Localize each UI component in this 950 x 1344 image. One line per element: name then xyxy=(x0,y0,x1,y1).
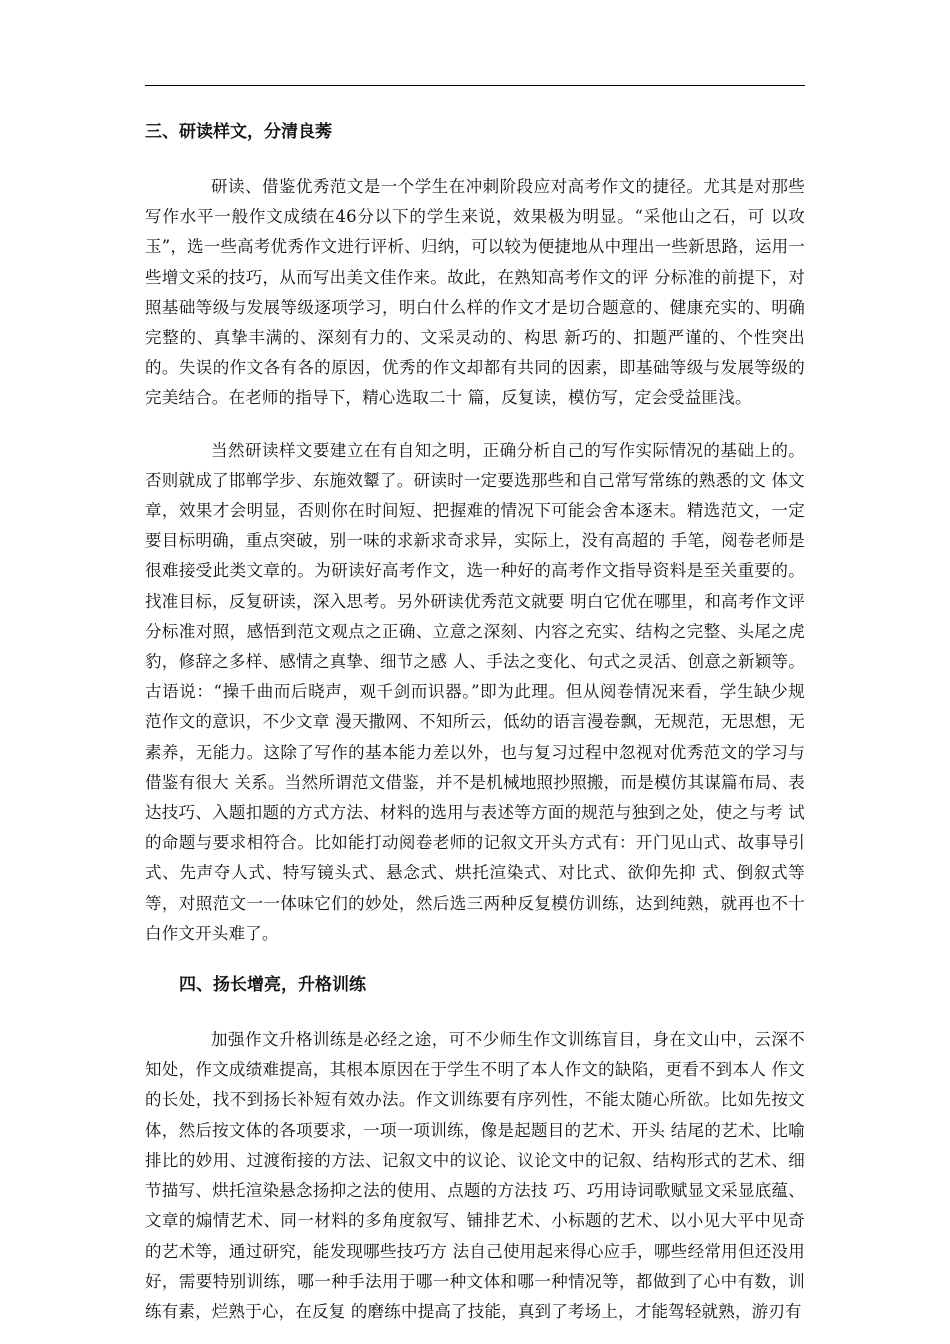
section-4-heading: 四、扬长增亮，升格训练 xyxy=(179,975,366,996)
document-body xyxy=(145,118,805,1327)
section-3-paragraph-1: 研读、借鉴优秀范文是一个学生在冲刺阶段应对高考作文的捷径。尤其是对那些写作水平一般作文成绩在46分以下的学生来说，效果极为明显。“采他山之石，可 以攻玉”，选一些高考优秀作文进行评析、归纳，可以较为便捷地从中理出一些新思路，运用一些增文采的技巧，从而写出美文佳作来。故此，在熟知高考作文的评 分标准的前提下，对照基础等级与发展等级逐项学习，明白什么样的作文才是切合题意的、健康充实的、明确完整的、真挚丰满的、深刻有力的、文采灵动的、构思 新巧的、扣题严谨的、个性突出的。失误的作文各有各的原因，优秀的作文却都有共同的因素，即基础等级与发展等级的完美结合。在老师的指导下，精心选取二十 篇，反复读，模仿写，定会受益匪浅。 xyxy=(145,177,805,408)
section-4-paragraph-1: 加强作文升格训练是必经之途，可不少师生作文训练盲目，身在文山中，云深不知处，作文成绩难提高，其根本原因在于学生不明了本人作文的缺陷，更看不到本人 作文的长处，找不到扬长补短有效办法。作文训练要有序列性，不能太随心所欲。比如先按文体，然后按文体的各项要求，一项一项训练，像是起题目的艺术、开头 结尾的艺术、比喻排比的妙用、过渡衔接的方法、记叙文中的议论、议论文中的记叙、结构形式的艺术、细节描写、烘托渲染悬念扬抑之法的使用、点题的方法技 巧、巧用诗词歌赋显文采显底蕴、文章的煽情艺术、同一材料的多角度叙写、铺排艺术、小标题的艺术、以小见大平中见奇的艺术等，通过研究，能发现哪些技巧方 法自己使用起来得心应手，哪些经常用但还没用好，需要特别训练，哪一种手法用于哪一种文体和哪一种情况等，都做到了心中有数，训练有素，烂熟于心，在反复 的磨练中提高了技能，真到了考场上，才能驾轻就熟，游刃有 xyxy=(145,1030,805,1321)
header-rule xyxy=(145,85,805,86)
section-3-paragraph-2: 当然研读样文要建立在有自知之明，正确分析自己的写作实际情况的基础上的。否则就成了邯郸学步、东施效颦了。研读时一定要选那些和自己常写常练的熟悉的文 体文章，效果才会明显，否则你在时间短、把握难的情况下可能会舍本逐末。精选范文，一定要目标明确，重点突破，别一味的求新求奇求异，实际上，没有高超的 手笔，阅卷老师是很难接受此类文章的。为研读好高考作文，选一种好的高考作文指导资料是至关重要的。找准目标，反复研读，深入思考。另外研读优秀范文就要 明白它优在哪里，和高考作文评分标准对照，感悟到范文观点之正确、立意之深刻、内容之充实、结构之完整、头尾之虎豹，修辞之多样、感情之真挚、细节之感 人、手法之变化、句式之灵活、创意之新颖等。古语说：“操千曲而后晓声，观千剑而识器。”即为此理。但从阅卷情况来看，学生缺少规范作文的意识，不少文章 漫天撒网、不知所云，低幼的语言漫卷飘，无规范，无思想，无素养，无能力。这除了写作的基本能力差以外，也与复习过程中忽视对优秀范文的学习与借鉴有很大 关系。当然所谓范文借鉴，并不是机械地照抄照搬，而是模仿其谋篇布局、表达技巧、入题扣题的方式方法、材料的选用与表述等方面的规范与独到之处，使之与考 试的命题与要求相符合。比如能打动阅卷老师的记叙文开头方式有：开门见山式、故事导引式、先声夺人式、特写镜头式、悬念式、烘托渲染式、对比式、欲仰先抑 式、倒叙式等等，对照范文一一体味它们的妙处，然后选三两种反复模仿训练，达到纯熟，就再也不十白作文开头难了。 xyxy=(145,440,805,943)
section-3-heading: 三、研读样文，分清良莠 xyxy=(145,122,332,142)
